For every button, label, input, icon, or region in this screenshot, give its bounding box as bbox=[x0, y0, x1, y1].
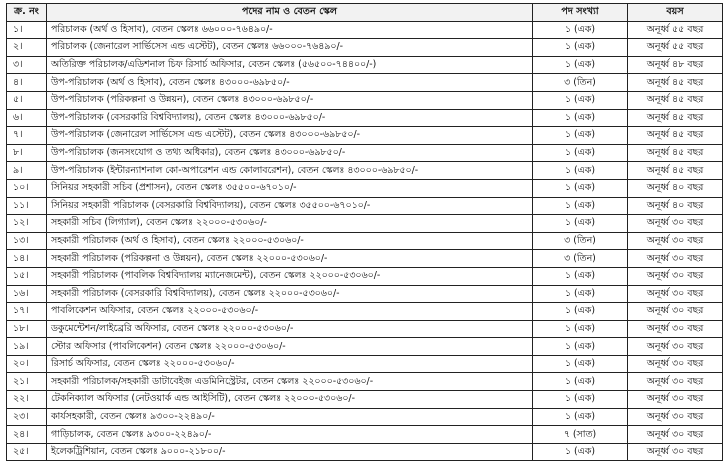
table-row bbox=[7, 408, 723, 426]
serial-cell: ১৯। bbox=[7, 338, 47, 356]
serial-cell: ২। bbox=[7, 39, 47, 57]
post-count-cell: ৩ (তিন) bbox=[533, 232, 628, 250]
post-count-cell: ১ (এক) bbox=[533, 197, 628, 215]
age-cell: অনূর্ধ্ব ৩০ বছর bbox=[628, 285, 723, 303]
post-name-cell: উপ-পরিচালক (অর্থ ও হিসাব), বেতন স্কেলঃ ৪৩০০০-৬৯৮৫০/- bbox=[47, 74, 533, 92]
post-name-cell: সহকারী পরিচালক (বেসরকারি বিশ্ববিদ্যালয়), বেতন স্কেলঃ ২২০০০-৫৩০৬০/- bbox=[47, 285, 533, 303]
table-row bbox=[7, 355, 723, 373]
table-row bbox=[7, 144, 723, 162]
post-count-cell: ১ (এক) bbox=[533, 127, 628, 145]
post-count-cell: ১ (এক) bbox=[533, 39, 628, 57]
post-name-cell: সিনিয়র সহকারী সচিব (প্রশাসন), বেতন স্কেলঃ ৩৫৫০০-৬৭০১০/- bbox=[47, 179, 533, 197]
post-count-cell: ১ (এক) bbox=[533, 109, 628, 127]
post-name-cell: উপ-পরিচালক (ইন্টারন্যাশনাল কো-অপারেশন এন্ড কোলাবরেশন), বেতন স্কেলঃ ৪৩০০০-৬৯৮৫০/- bbox=[47, 162, 533, 180]
post-name-cell: সহকারী পরিচালক (পরিকল্পনা ও উন্নয়ন), বেতন স্কেলঃ ২২০০০-৫৩০৬০/- bbox=[47, 250, 533, 268]
age-cell: অনূর্ধ্ব ৩০ বছর bbox=[628, 408, 723, 426]
serial-cell: ৬। bbox=[7, 109, 47, 127]
age-cell: অনূর্ধ্ব ৪৫ বছর bbox=[628, 109, 723, 127]
serial-cell: ২৫। bbox=[7, 443, 47, 461]
table-row bbox=[7, 338, 723, 356]
header-serial: ক্র. নং bbox=[7, 4, 47, 22]
table-row bbox=[7, 373, 723, 391]
post-count-cell: ১ (এক) bbox=[533, 144, 628, 162]
age-cell: অনূর্ধ্ব ৩০ বছর bbox=[628, 320, 723, 338]
serial-cell: ২৪। bbox=[7, 426, 47, 444]
post-count-cell: ৭ (সাত) bbox=[533, 426, 628, 444]
post-name-cell: উপ-পরিচালক (জনসংযোগ ও তথ্য অধিকার), বেতন স্কেলঃ ৪৩০০০-৬৯৮৫০/- bbox=[47, 144, 533, 162]
serial-cell: ১২। bbox=[7, 215, 47, 233]
post-name-cell: উপ-পরিচালক (পরিকল্পনা ও উন্নয়ন), বেতন স্কেলঃ ৪৩০০০-৬৯৮৫০/- bbox=[47, 91, 533, 109]
post-name-cell: অতিরিক্ত পরিচালক/এডিশনাল চিফ রিসার্চ অফিসার, বেতন স্কেলঃ (৫৬৫০০-৭৪৪০০/-) bbox=[47, 56, 533, 74]
post-count-cell: ১ (এক) bbox=[533, 391, 628, 409]
table-row bbox=[7, 426, 723, 444]
serial-cell: ৪। bbox=[7, 74, 47, 92]
age-cell: অনূর্ধ্ব ৫৫ বছর bbox=[628, 39, 723, 57]
post-name-cell: পাবলিকেশন অফিসার, বেতন স্কেলঃ ২২০০০-৫৩০৬০/- bbox=[47, 303, 533, 321]
age-cell: অনূর্ধ্ব ৪৮ বছর bbox=[628, 56, 723, 74]
table-row bbox=[7, 91, 723, 109]
age-cell: অনূর্ধ্ব ৩০ বছর bbox=[628, 373, 723, 391]
serial-cell: ২৩। bbox=[7, 408, 47, 426]
post-name-cell: স্টোর অফিসার (পাবলিকেশন) বেতন স্কেলঃ ২২০০০-৫৩০৬০/- bbox=[47, 338, 533, 356]
post-count-cell: ১ (এক) bbox=[533, 443, 628, 461]
age-cell: অনূর্ধ্ব ৪৫ বছর bbox=[628, 144, 723, 162]
job-circular-table-container bbox=[6, 3, 722, 458]
post-count-cell: ১ (এক) bbox=[533, 320, 628, 338]
post-count-cell: ১ (এক) bbox=[533, 303, 628, 321]
post-count-cell: ১ (এক) bbox=[533, 355, 628, 373]
post-count-cell: ১ (এক) bbox=[533, 373, 628, 391]
table-row bbox=[7, 21, 723, 39]
header-row bbox=[7, 4, 723, 22]
age-cell: অনূর্ধ্ব ৩০ বছর bbox=[628, 443, 723, 461]
table-row bbox=[7, 250, 723, 268]
age-cell: অনূর্ধ্ব ৩০ বছর bbox=[628, 303, 723, 321]
table-row bbox=[7, 215, 723, 233]
table-row bbox=[7, 109, 723, 127]
table-row bbox=[7, 443, 723, 461]
table-row bbox=[7, 74, 723, 92]
age-cell: অনূর্ধ্ব ৩০ বছর bbox=[628, 267, 723, 285]
age-cell: অনূর্ধ্ব ৫৫ বছর bbox=[628, 21, 723, 39]
serial-cell: ৩। bbox=[7, 56, 47, 74]
post-name-cell: সহকারী পরিচালক (পাবলিক বিশ্ববিদ্যালয় ম্যানেজমেন্ট), বেতন স্কেলঃ ২২০০০-৫৩০৬০/- bbox=[47, 267, 533, 285]
serial-cell: ৮। bbox=[7, 144, 47, 162]
post-count-cell: ১ (এক) bbox=[533, 162, 628, 180]
serial-cell: ৫। bbox=[7, 91, 47, 109]
table-row bbox=[7, 320, 723, 338]
serial-cell: ২১। bbox=[7, 373, 47, 391]
post-name-cell: টেকনিক্যাল অফিসার (নেটওয়ার্ক এন্ড আইসিটি), বেতন স্কেলঃ ২২০০০-৫৩০৬০/- bbox=[47, 391, 533, 409]
post-name-cell: কার্যসহকারী, বেতন স্কেলঃ ৯৩০০-২২৪৯০/- bbox=[47, 408, 533, 426]
table-row bbox=[7, 285, 723, 303]
post-name-cell: ইলেকট্রিশিয়ান, বেতন স্কেলঃ ৯০০০-২১৮০০/- bbox=[47, 443, 533, 461]
header-post-name: পদের নাম ও বেতন স্কেল bbox=[47, 4, 533, 22]
table-row bbox=[7, 197, 723, 215]
table-row bbox=[7, 391, 723, 409]
post-count-cell: ১ (এক) bbox=[533, 91, 628, 109]
age-cell: অনূর্ধ্ব ৪৫ বছর bbox=[628, 91, 723, 109]
post-count-cell: ১ (এক) bbox=[533, 179, 628, 197]
serial-cell: ১৩। bbox=[7, 232, 47, 250]
serial-cell: ১৭। bbox=[7, 303, 47, 321]
post-name-cell: পরিচালক (অর্থ ও হিসাব), বেতন স্কেলঃ ৬৬০০০-৭৬৪৯০/- bbox=[47, 21, 533, 39]
table-row bbox=[7, 179, 723, 197]
age-cell: অনূর্ধ্ব ৩০ বছর bbox=[628, 355, 723, 373]
table-row bbox=[7, 127, 723, 145]
age-cell: অনূর্ধ্ব ৪৫ বছর bbox=[628, 74, 723, 92]
post-name-cell: উপ-পরিচালক (জেনারেল সার্ভিসেস এন্ড এস্টেট), বেতন স্কেলঃ ৪৩০০০-৬৯৮৫০/- bbox=[47, 127, 533, 145]
age-cell: অনূর্ধ্ব ৩০ বছর bbox=[628, 215, 723, 233]
post-name-cell: উপ-পরিচালক (বেসরকারি বিশ্ববিদ্যালয়), বেতন স্কেলঃ ৪৩০০০-৬৯৮৫০/- bbox=[47, 109, 533, 127]
post-count-cell: ১ (এক) bbox=[533, 21, 628, 39]
serial-cell: ২২। bbox=[7, 391, 47, 409]
serial-cell: ১১। bbox=[7, 197, 47, 215]
serial-cell: ১৬। bbox=[7, 285, 47, 303]
header-age: বয়স bbox=[628, 4, 723, 22]
header-post-count: পদ সংখ্যা bbox=[533, 4, 628, 22]
post-name-cell: সহকারী পরিচালক/সহকারী ডাটাবেইজ এডমিনিস্ট্রেটর, বেতন স্কেলঃ ২২০০০-৫৩০৬০/- bbox=[47, 373, 533, 391]
table-row bbox=[7, 232, 723, 250]
post-count-cell: ১ (এক) bbox=[533, 408, 628, 426]
post-count-cell: ১ (এক) bbox=[533, 338, 628, 356]
post-name-cell: সিনিয়র সহকারী পরিচালক (বেসরকারি বিশ্ববিদ্যালয়), বেতন স্কেলঃ ৩৫৫০০-৬৭০১০/- bbox=[47, 197, 533, 215]
post-count-cell: ১ (এক) bbox=[533, 56, 628, 74]
table-row bbox=[7, 162, 723, 180]
post-count-cell: ১ (এক) bbox=[533, 285, 628, 303]
serial-cell: ১৫। bbox=[7, 267, 47, 285]
age-cell: অনূর্ধ্ব ৩০ বছর bbox=[628, 426, 723, 444]
serial-cell: ২০। bbox=[7, 355, 47, 373]
post-name-cell: সহকারী পরিচালক (অর্থ ও হিসাব), বেতন স্কেলঃ ২২০০০-৫৩০৬০/- bbox=[47, 232, 533, 250]
serial-cell: ৯। bbox=[7, 162, 47, 180]
table-row bbox=[7, 56, 723, 74]
age-cell: অনূর্ধ্ব ৩০ বছর bbox=[628, 250, 723, 268]
job-circular-table bbox=[6, 3, 723, 461]
table-row bbox=[7, 267, 723, 285]
age-cell: অনূর্ধ্ব ৪৫ বছর bbox=[628, 127, 723, 145]
serial-cell: ১৪। bbox=[7, 250, 47, 268]
serial-cell: ১০। bbox=[7, 179, 47, 197]
serial-cell: ১৮। bbox=[7, 320, 47, 338]
post-count-cell: ১ (এক) bbox=[533, 267, 628, 285]
table-header bbox=[7, 4, 723, 22]
table-row bbox=[7, 39, 723, 57]
post-count-cell: ১ (এক) bbox=[533, 215, 628, 233]
post-name-cell: গাড়িচালক, বেতন স্কেলঃ ৯৩০০-২২৪৯০/- bbox=[47, 426, 533, 444]
post-name-cell: রিসার্চ অফিসার, বেতন স্কেলঃ ২২০০০-৫৩০৬০/- bbox=[47, 355, 533, 373]
post-count-cell: ৩ (তিন) bbox=[533, 74, 628, 92]
post-name-cell: ডকুমেন্টেশন/লাইব্রেরি অফিসার, বেতন স্কেলঃ ২২০০০-৫৩০৬০/- bbox=[47, 320, 533, 338]
serial-cell: ১। bbox=[7, 21, 47, 39]
table-row bbox=[7, 303, 723, 321]
age-cell: অনূর্ধ্ব ৪০ বছর bbox=[628, 197, 723, 215]
table-body bbox=[7, 21, 723, 461]
age-cell: অনূর্ধ্ব ৩০ বছর bbox=[628, 391, 723, 409]
age-cell: অনূর্ধ্ব ৪৫ বছর bbox=[628, 162, 723, 180]
age-cell: অনূর্ধ্ব ৩০ বছর bbox=[628, 232, 723, 250]
serial-cell: ৭। bbox=[7, 127, 47, 145]
age-cell: অনূর্ধ্ব ৪০ বছর bbox=[628, 179, 723, 197]
post-name-cell: সহকারী সচিব (লিগ্যাল), বেতন স্কেলঃ ২২০০০-৫৩০৬০/- bbox=[47, 215, 533, 233]
post-count-cell: ৩ (তিন) bbox=[533, 250, 628, 268]
age-cell: অনূর্ধ্ব ৩০ বছর bbox=[628, 338, 723, 356]
post-name-cell: পরিচালক (জেনারেল সার্ভিসেস এন্ড এস্টেট), বেতন স্কেলঃ ৬৬০০০-৭৬৪৯০/- bbox=[47, 39, 533, 57]
